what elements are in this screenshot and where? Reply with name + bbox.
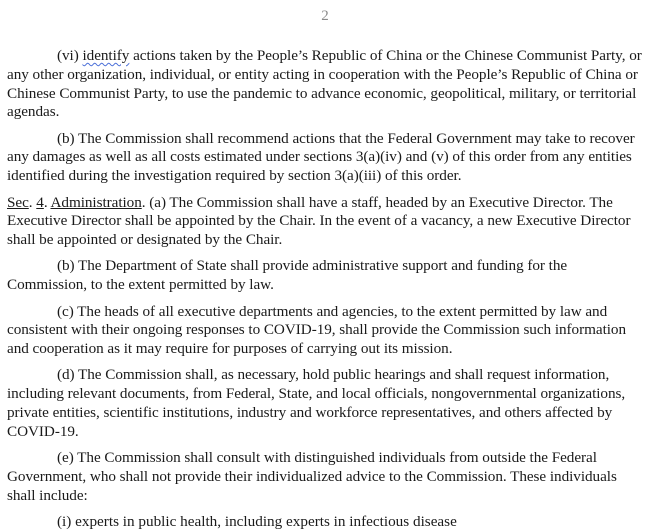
spellcheck-flagged-word[interactable]: identify xyxy=(82,47,130,64)
section-heading: Administration xyxy=(50,193,142,211)
partially-visible-line-text: (i) experts in public health, including experts in infectious disease xyxy=(57,513,457,530)
paragraph-e-consult-individuals: (e) The Commission shall consult with distinguished individuals from outside the Federal Government, who shall not provide their individualized advice to the Commission. These individuals shall include: xyxy=(7,449,617,504)
section-4-text: (a) The Commission shall have a staff, headed by an Executive Director. The Executive Director shall be appointed by the Chair. In the event of a vacancy, a new Executive Director shall be appointed or designated by the Chair. xyxy=(7,193,631,249)
partially-visible-line xyxy=(57,513,477,530)
paragraph-vi-label: (vi) xyxy=(57,47,79,64)
paragraph-b-recover-damages: (b) The Commission shall recommend actions that the Federal Government may take to recover any damages as well as all costs estimated under sections 3(a)(iv) and (v) of this order from any entities identified during the investigation required by section 3(a)(iii) of this order. xyxy=(7,129,635,185)
paragraph-vi-text: actions taken by the People’s Republic of China or the Chinese Communist Party, or any other organization, individual, or entity acting in cooperation with the People’s Republic of China or Chinese Communist Party, to use the pandemic to advance economic, geopolitical, military, or territorial agendas. xyxy=(7,47,642,121)
document-body xyxy=(7,47,647,513)
section-number: 4 xyxy=(36,193,44,211)
paragraph-vi xyxy=(7,47,647,122)
paragraph-d-public-hearings: (d) The Commission shall, as necessary, hold public hearings and shall request information, including relevant documents, from Federal, State, and local officials, nongovernmental organizations, private entities, scientific institutions, industry and workforce representatives, and others affected by COVID-19. xyxy=(7,366,626,440)
page-number: 2 xyxy=(321,8,329,24)
paragraph-c-executive-departments: (c) The heads of all executive departments and agencies, to the extent permitted by law and consistent with their ongoing responses to COVID-19, shall provide the Commission such information and cooperation as it may require for purposes of carrying out its mission. xyxy=(7,302,626,358)
section-label: Sec xyxy=(7,193,29,211)
paragraph-b-department-of-state: (b) The Department of State shall provide administrative support and funding for the Commission, to the extent permitted by law. xyxy=(7,257,568,294)
section-4-administration: Sec. 4. Administration. (a) The Commission shall have a staff, headed by an Executive Director. The Executive Director shall be appointed by the Chair. In the event of a vacancy, a new Executive Director shall be appointed or designated by the Chair. xyxy=(7,193,631,249)
